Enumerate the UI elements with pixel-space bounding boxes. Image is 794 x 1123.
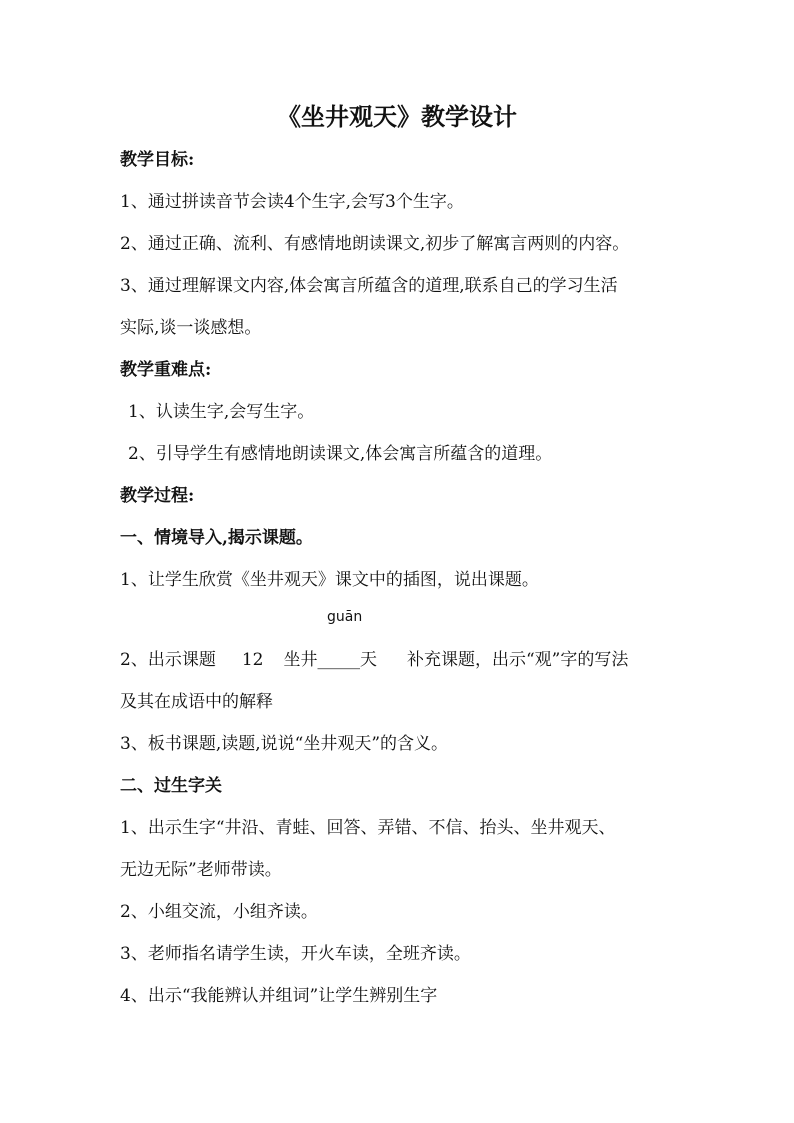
section1-item-1: 1、让学生欣赏《坐井观天》课文中的插图，说出课题。 bbox=[120, 570, 539, 590]
section2-item-4: 4、出示“我能辨认并组词”让学生辨别生字 bbox=[120, 986, 438, 1006]
section2-item-1: 1、出示生字“井沿、青蛙、回答、弄错、不信、抬头、坐井观天、 bbox=[120, 818, 616, 838]
goals-heading: 教学目标: bbox=[120, 150, 195, 170]
section1-heading: 一、情境导入,揭示课题。 bbox=[120, 528, 313, 548]
section2-item-1-continued: 无边无际”老师带读。 bbox=[120, 860, 282, 880]
section1-item-2 bbox=[120, 648, 680, 672]
section1-item-2-rest: 补充课题，出示“观”字的写法 bbox=[406, 650, 629, 670]
pinyin-annotation: guān bbox=[327, 609, 363, 625]
process-heading: 教学过程: bbox=[120, 486, 195, 506]
section1-item-2-number: 12 bbox=[241, 650, 264, 670]
keypoint-item-2: 2、引导学生有感情地朗读课文,体会寓言所蕴含的道理。 bbox=[128, 444, 553, 464]
section1-item-2-blank-title: 坐井_____天 bbox=[283, 650, 377, 670]
keypoints-heading: 教学重难点: bbox=[120, 360, 212, 380]
section1-item-3: 3、板书课题,读题,说说“坐井观天”的含义。 bbox=[120, 734, 449, 754]
section2-item-2: 2、小组交流，小组齐读。 bbox=[120, 902, 318, 922]
goal-item-3: 3、通过理解课文内容,体会寓言所蕴含的道理,联系自己的学习生活 bbox=[120, 276, 618, 296]
section1-item-2-continued: 及其在成语中的解释 bbox=[120, 692, 273, 712]
goal-item-2: 2、通过正确、流利、有感情地朗读课文,初步了解寓言两则的内容。 bbox=[120, 234, 630, 254]
section2-item-3: 3、老师指名请学生读，开火车读，全班齐读。 bbox=[120, 944, 471, 964]
section2-heading: 二、过生字关 bbox=[120, 776, 222, 796]
goal-item-1: 1、通过拼读音节会读4个生字,会写3个生字。 bbox=[120, 192, 464, 212]
document-title: 《坐井观天》教学设计 bbox=[277, 102, 517, 131]
keypoint-item-1: 1、认读生字,会写生字。 bbox=[128, 402, 315, 422]
goal-item-3-continued: 实际,谈一谈感想。 bbox=[120, 318, 262, 338]
section1-item-2-label: 2、出示课题 bbox=[120, 650, 216, 670]
